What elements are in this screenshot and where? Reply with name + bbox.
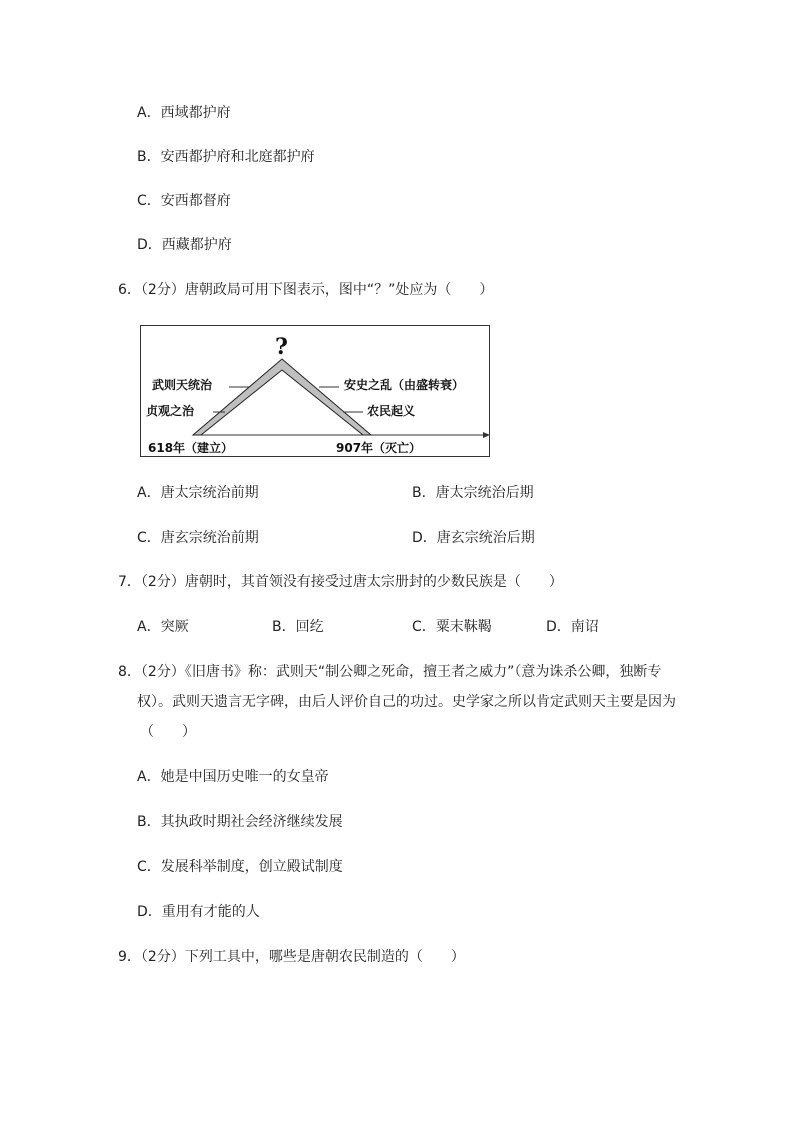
q7-option-b: B．回纥 <box>272 619 324 635</box>
q8-option-c: C．发展科举制度，创立殿试制度 <box>137 859 343 875</box>
label-anshi-rebellion: 安史之乱（由盛转衰） <box>344 378 465 392</box>
q8-stem-line-1: 8．（2分）《旧唐书》称：武则天“制公卿之死命，擅王者之威力”（意为诛杀公卿，独断专 <box>118 664 662 680</box>
label-fall-907: 907年（灭亡） <box>336 441 422 455</box>
q5-option-c: C．安西都督府 <box>137 193 231 209</box>
q7-option-c: C．粟末靺鞨 <box>412 619 492 635</box>
q5-option-a: A．西域都护府 <box>137 105 231 121</box>
q9-stem: 9．（2分）下列工具中，哪些是唐朝农民制造的（ ） <box>118 949 465 965</box>
label-founding-618: 618年（建立） <box>148 441 234 455</box>
q8-stem-line-3: （ ） <box>140 724 196 740</box>
q5-option-b: B．安西都护府和北庭都护府 <box>137 149 315 165</box>
q8-option-a: A．她是中国历史唯一的女皇帝 <box>137 769 329 785</box>
question-mark: ? <box>275 334 288 360</box>
q6-option-a: A．唐太宗统治前期 <box>137 485 259 501</box>
label-peasant-uprising: 农民起义 <box>367 404 416 418</box>
tang-politics-diagram <box>140 325 490 457</box>
q7-option-a: A．突厥 <box>137 619 189 635</box>
q6-stem: 6．（2分）唐朝政局可用下图表示，图中“？”处应为（ ） <box>118 282 494 298</box>
q8-option-b: B．其执政时期社会经济继续发展 <box>137 814 343 830</box>
q8-option-d: D．重用有才能的人 <box>137 904 260 920</box>
q7-stem: 7．（2分）唐朝时，其首领没有接受过唐太宗册封的少数民族是（ ） <box>118 574 563 590</box>
q6-option-d: D．唐玄宗统治后期 <box>412 530 535 546</box>
timeline-arrow <box>483 432 490 438</box>
q6-option-c: C．唐玄宗统治前期 <box>137 530 259 546</box>
q7-option-d: D．南诏 <box>546 619 599 635</box>
label-wu-zetian-rule: 武则天统治 <box>152 378 213 392</box>
q6-option-b: B．唐太宗统治后期 <box>412 485 534 501</box>
label-zhenguan-rule: 贞观之治 <box>146 404 195 418</box>
q8-stem-line-2: 权）。武则天遗言无字碑，由后人评价自己的功过。史学家之所以肯定武则天主要是因为 <box>137 694 676 710</box>
mountain-shape <box>193 359 371 435</box>
q5-option-d: D．西藏都护府 <box>137 237 232 253</box>
